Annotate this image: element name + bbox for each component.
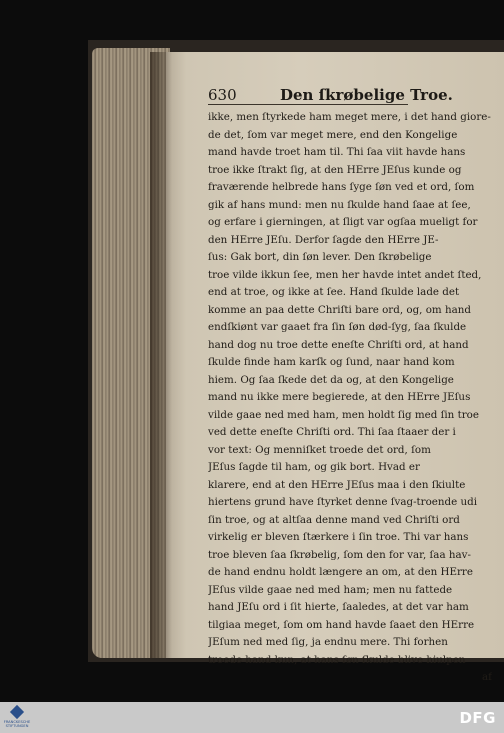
text-line: virkelig er bleven ſtærkere i ſin troe. Thi var hans [208,531,469,543]
catchword: af [482,671,492,683]
text-line: troede hand kun, at hans ſøn ſkulde blive hiulpen [208,653,466,666]
logo-line-2: STIFTUNGEN [5,724,29,728]
institution-logo[interactable] [2,704,32,731]
logo-line-1: FRANCKESCHE [3,720,31,724]
page-number: 630 [208,86,237,104]
text-line: mand nu ikke mere begierede, at den HErre JEſus [208,391,471,403]
text-line: ſkulde finde ham karſk og ſund, naar hand kom [208,356,455,368]
logo-emblem-icon [10,705,24,719]
dfg-logo[interactable]: DFG [459,709,496,727]
running-title: Den ſkrøbelige Troe. [280,86,453,104]
text-line: de det, ſom var meget mere, end den Kongelige [208,128,458,141]
text-line: JEſus vilde gaae ned med ham; men nu fattede [208,583,453,596]
text-line: ſus: Gak bort, din ſøn lever. Den ſkrøbelige [208,251,432,263]
text-line: tilgiaa meget, ſom om hand havde ſaaet den HErre [208,618,475,631]
page-body-text [208,109,492,687]
text-line: vor text: Og menniſket troede det ord, ſom [208,443,431,456]
gutter-shadow [150,52,172,658]
text-line: troe ikke ſtrakt ſig, at den HErre JEſus kunde og [208,163,462,176]
footer-bar [0,702,504,733]
text-line: hiertens grund have ſtyrket denne ſvag-troende udi [208,496,478,508]
text-line: hiem. Og ſaa ſkede det da og, at den Kongelige [208,373,454,386]
text-line: JEſum ned med ſig, ja endnu mere. Thi forhen [208,636,448,648]
text-line: klarere, end at den HErre JEſus maa i den ſkiulte [208,478,466,491]
text-line: endſkiønt var gaaet fra ſin ſøn død-ſyg, ſaa ſkulde [208,321,467,333]
text-line: troe bleven ſaa ſkrøbelig, ſom den for var, ſaa hav- [208,548,471,561]
text-line: JEſus ſagde til ham, og gik bort. Hvad er [208,461,420,473]
text-line: end at troe, og ikke at ſee. Hand ſkulde lade det [208,286,460,298]
page-header [208,86,498,104]
text-line: ſin troe, og at altſaa denne mand ved Chriſti ord [208,513,460,526]
text-line: og erfare i gierningen, at ſligt var ogſaa mueligt for [208,216,478,228]
text-line: hand JEſu ord i ſit hierte, ſaaledes, at det var ham [208,601,469,613]
header-rule [208,104,408,105]
text-line: fraværende helbrede hans ſyge ſøn ved et ord, ſom [208,181,475,193]
text-line: hand dog nu troe dette eneſte Chriſti ord, at hand [208,338,469,351]
text-line: de hand endnu holdt længere an om, at den HErre [208,566,473,578]
text-line: troe vilde ikkun ſee, men her havde intet andet ſted, [208,268,482,281]
text-line: ved dette eneſte Chriſti ord. Thi ſaa ſtaaer der i [208,426,456,438]
text-line: ikke, men ſtyrkede ham meget mere, i det hand giore- [208,111,491,123]
text-line: den HErre JEſu. Derfor ſagde den HErre JE- [208,233,439,246]
text-line: vilde gaae ned med ham, men holdt ſig med ſin troe [208,408,479,421]
text-line: mand havde troet ham til. Thi ſaa viit havde hans [208,146,466,158]
text-line: gik af hans mund: men nu ſkulde hand ſaae at ſee, [208,198,471,211]
text-line: komme an paa dette Chriſti bare ord, og, om hand [208,303,471,316]
